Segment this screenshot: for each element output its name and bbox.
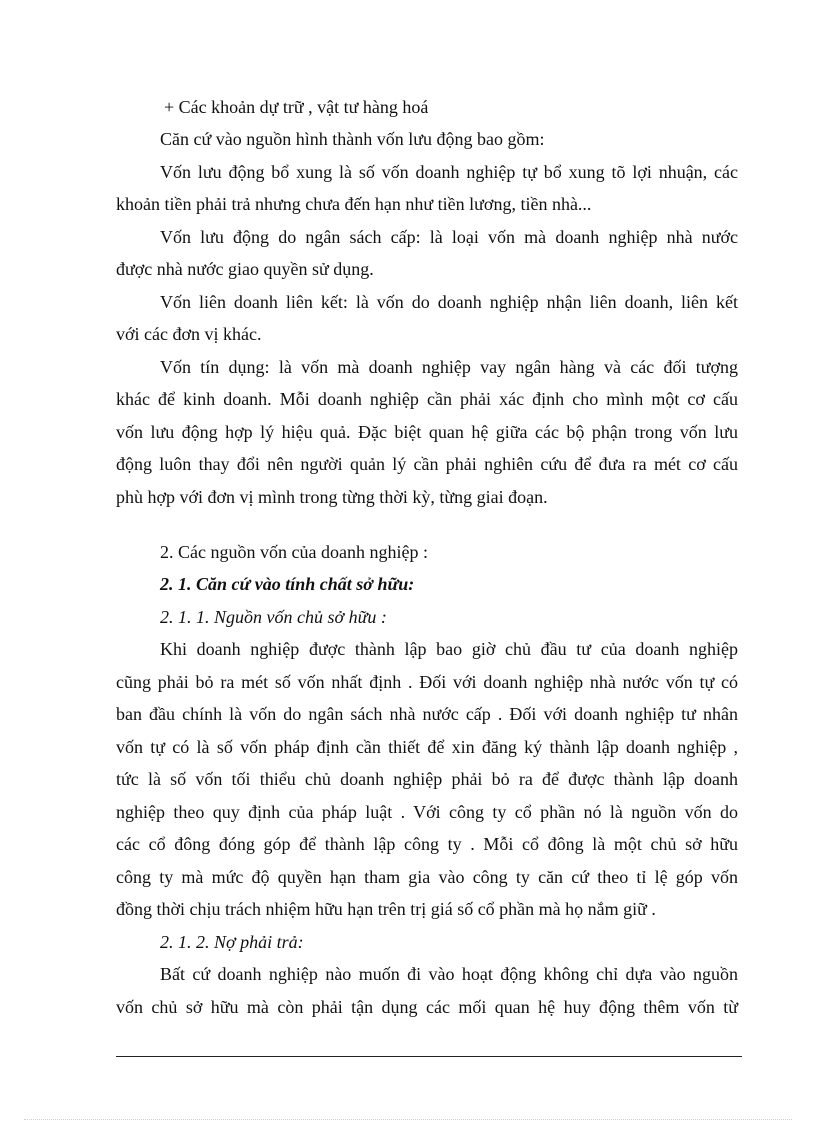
text-line: khác để kinh doanh. Mỗi doanh nghiệp cần phải xác định cho mình một cơ cấu [116,389,738,409]
text-line: vốn tự có là số vốn pháp định cần thiết để xin đăng ký thành lập doanh nghiệp , [116,737,738,757]
text-line: Bất cứ doanh nghiệp nào muốn đi vào hoạt động không chỉ dựa vào nguồn [160,964,738,984]
text-line: Vốn liên doanh liên kết: là vốn do doanh nghiệp nhận liên doanh, liên kết [160,292,738,312]
text-line: khoản tiền phải trả nhưng chưa đến hạn như tiền lương, tiền nhà... [116,194,592,214]
text-line: ban đầu chính là vốn do ngân sách nhà nước cấp . Đối với doanh nghiệp tư nhân [116,704,738,724]
text-line: tức là số vốn tối thiểu chủ doanh nghiệp phải bỏ ra để được thành lập doanh [116,769,738,789]
text-line: Khi doanh nghiệp được thành lập bao giờ chủ đầu tư của doanh nghiệp [160,639,738,659]
text-line: nghiệp theo quy định của pháp luật . Với công ty cổ phần nó là nguồn vốn do [116,802,738,822]
text-line: cũng phải bỏ ra mét số vốn nhất định . Đối với doanh nghiệp nhà nước vốn tự có [116,672,738,692]
text-line: động luôn thay đổi nên người quản lý cần phải nghiên cứu để đưa ra mét cơ cấu [116,454,738,474]
text-line: các cổ đông đóng góp để thành lập công ty . Mỗi cổ đông là một chủ sở hữu [116,834,738,854]
page-edge-dots [24,1119,792,1120]
text-line: vốn lưu động hợp lý hiệu quả. Đặc biệt quan hệ giữa các bộ phận trong vốn lưu [116,422,738,442]
subsection-heading: 2. 1. 1. Nguồn vốn chủ sở hữu : [160,607,387,627]
footer-rule [116,1056,742,1057]
text-line: + Các khoản dự trữ , vật tư hàng hoá [164,97,429,117]
section-heading: 2. Các nguồn vốn của doanh nghiệp : [160,542,428,562]
text-line: với các đơn vị khác. [116,324,262,344]
subsection-heading: 2. 1. Căn cứ vào tính chất sở hữu: [160,574,415,594]
subsection-heading: 2. 1. 2. Nợ phải trả: [160,932,304,952]
text-line: phù hợp với đơn vị mình trong từng thời kỳ, từng giai đoạn. [116,487,548,507]
text-line: đồng thời chịu trách nhiệm hữu hạn trên trị giá số cổ phần mà họ nắm giữ . [116,899,656,919]
text-line: Vốn tín dụng: là vốn mà doanh nghiệp vay ngân hàng và các đối tượng [160,357,738,377]
text-line: Vốn lưu động do ngân sách cấp: là loại vốn mà doanh nghiệp nhà nước [160,227,738,247]
text-line: Căn cứ vào nguồn hình thành vốn lưu động bao gồm: [160,129,545,149]
text-line: được nhà nước giao quyền sử dụng. [116,259,374,279]
text-line: công ty mà mức độ quyền hạn tham gia vào công ty căn cứ theo tỉ lệ góp vốn [116,867,738,887]
text-line: vốn chủ sở hữu mà còn phải tận dụng các mối quan hệ huy động thêm vốn từ [116,997,738,1017]
text-line: Vốn lưu động bổ xung là số vốn doanh nghiệp tự bổ xung tõ lợi nhuận, các [160,162,738,182]
